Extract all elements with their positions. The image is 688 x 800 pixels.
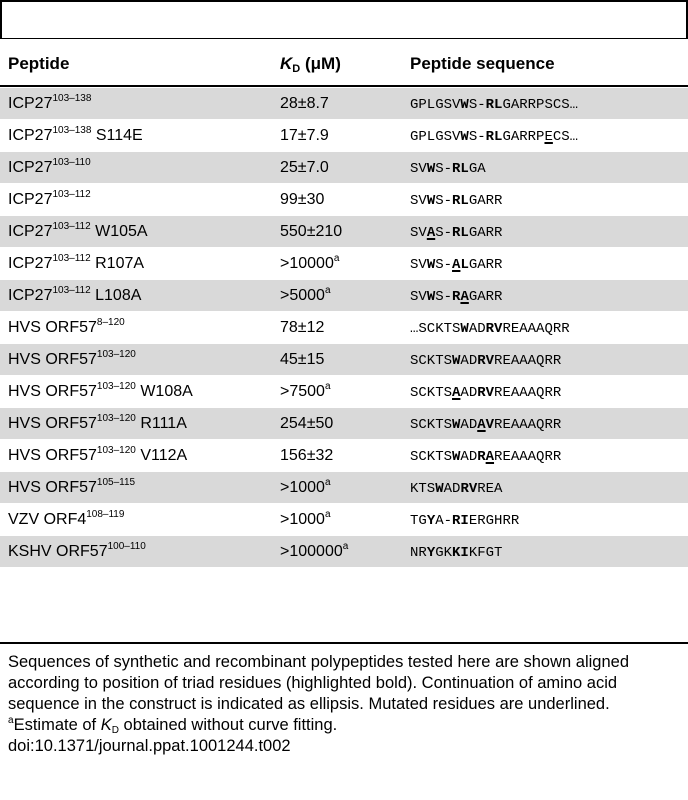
kd-value: >100000	[280, 543, 343, 560]
cell-sequence	[410, 223, 502, 243]
cell-peptide	[8, 446, 187, 466]
peptide-range: 103–112	[52, 253, 91, 264]
peptide-mutation: R111A	[140, 415, 187, 432]
sequence-segment: AD	[460, 449, 478, 465]
sequence-segment: AD	[460, 417, 478, 433]
sequence-segment: SV	[410, 257, 427, 273]
cell-sequence	[410, 415, 561, 435]
kd-value: 17±7.9	[280, 127, 329, 144]
peptide-name: ICP27	[8, 223, 53, 240]
sequence-segment: GARR	[468, 257, 503, 273]
sequence-segment: GARR	[468, 225, 503, 241]
table-row	[0, 184, 688, 216]
peptide-name: ICP27	[8, 127, 53, 144]
cell-sequence	[410, 479, 502, 499]
kd-value: 99±30	[280, 191, 325, 208]
table-row	[0, 120, 688, 152]
header-kd-symbol: K	[280, 54, 293, 73]
triad-residue: R	[477, 449, 486, 465]
table-row	[0, 440, 688, 472]
peptide-mutation: L108A	[95, 287, 142, 304]
sequence-segment: AD	[468, 321, 486, 337]
header-rule-bottom	[0, 85, 688, 87]
table-row	[0, 472, 688, 504]
table-bottom-rule	[0, 642, 688, 644]
sequence-segment: SV	[410, 193, 427, 209]
peptide-range: 103–112	[52, 189, 91, 200]
kd-value: >10000	[280, 255, 334, 272]
triad-residue: Y	[426, 513, 436, 529]
cell-kd	[280, 126, 329, 146]
kd-value: 156±32	[280, 447, 334, 464]
cell-sequence	[410, 351, 561, 371]
cell-sequence	[410, 447, 561, 467]
kd-value: 45±15	[280, 351, 325, 368]
sequence-segment: GARR	[468, 289, 503, 305]
header-peptide: Peptide	[8, 54, 70, 73]
sequence-segment: KFGT	[468, 545, 503, 561]
cell-peptide	[8, 94, 91, 114]
cell-kd	[280, 478, 331, 498]
cell-peptide	[8, 318, 125, 338]
cell-peptide	[8, 382, 193, 402]
peptide-mutation: V112A	[140, 447, 188, 464]
kd-note-marker: a	[324, 477, 331, 488]
kd-note-marker: a	[324, 285, 331, 296]
sequence-segment: AD	[443, 481, 461, 497]
table-top-rule	[0, 0, 688, 2]
triad-residue: RV	[477, 353, 495, 369]
mutated-residue: A	[460, 289, 469, 305]
peptide-name: KSHV ORF57	[8, 543, 108, 560]
peptide-range: 103–120	[96, 413, 136, 424]
triad-residue: W	[460, 129, 469, 145]
cell-kd	[280, 254, 339, 274]
cell-peptide	[8, 414, 187, 434]
sequence-segment: GARRP	[502, 129, 545, 145]
triad-residue: W	[452, 353, 461, 369]
peptide-range: 103–120	[96, 349, 136, 360]
cell-sequence	[410, 383, 561, 403]
cell-sequence	[410, 287, 502, 307]
triad-residue: W	[426, 161, 436, 177]
cell-kd	[280, 542, 348, 562]
sequence-segment: CS…	[552, 129, 579, 145]
mutated-residue: A	[426, 225, 436, 241]
peptide-name: HVS ORF57	[8, 383, 97, 400]
sequence-segment: REAAAQRR	[494, 385, 562, 401]
sequence-segment: S-	[468, 129, 486, 145]
mutated-residue: A	[452, 257, 461, 273]
sequence-segment: REAAAQRR	[494, 449, 562, 465]
kd-value: >7500	[280, 383, 325, 400]
footnote-a-prefix: Estimate of	[13, 716, 101, 734]
kd-note-marker: a	[333, 253, 340, 264]
header-kd-subscript: D	[292, 63, 301, 75]
triad-residue: RL	[452, 193, 469, 209]
triad-residue: R	[452, 289, 461, 305]
peptide-name: HVS ORF57	[8, 479, 97, 496]
cell-sequence	[410, 511, 519, 531]
cell-kd	[280, 286, 331, 306]
sequence-segment: REA	[477, 481, 503, 497]
triad-residue: RL	[485, 97, 503, 113]
peptide-mutation: S114E	[95, 127, 143, 144]
mutated-residue: A	[452, 385, 461, 401]
cell-sequence	[410, 191, 502, 211]
sequence-segment: AD	[460, 385, 478, 401]
table-row	[0, 152, 688, 184]
cell-peptide	[8, 222, 148, 242]
peptide-mutation: W108A	[140, 383, 193, 400]
sequence-segment: AD	[460, 353, 478, 369]
footnote-a-marker: a	[8, 715, 14, 726]
cell-sequence	[410, 127, 578, 147]
table-row	[0, 344, 688, 376]
table-row	[0, 280, 688, 312]
triad-residue: RI	[452, 513, 469, 529]
sequence-segment: SV	[410, 161, 427, 177]
mutated-residue: E	[544, 129, 553, 145]
peptide-name: HVS ORF57	[8, 447, 97, 464]
cell-peptide	[8, 158, 91, 178]
cell-peptide	[8, 190, 91, 210]
triad-residue: KI	[452, 545, 469, 561]
sequence-segment: GARR	[468, 193, 503, 209]
sequence-segment: S-	[435, 257, 453, 273]
peptide-name: HVS ORF57	[8, 415, 97, 432]
cell-sequence	[410, 255, 502, 275]
peptide-range: 103–138	[52, 93, 92, 104]
peptide-name: ICP27	[8, 95, 53, 112]
triad-residue: Y	[426, 545, 436, 561]
peptide-range: 100–110	[107, 541, 146, 552]
cell-peptide	[8, 542, 146, 562]
sequence-segment: REAAAQRR	[494, 417, 562, 433]
table-row	[0, 536, 688, 568]
cell-sequence	[410, 319, 570, 339]
kd-value: >1000	[280, 511, 325, 528]
header-sequence: Peptide sequence	[410, 54, 555, 73]
footnote-a-suffix: obtained without curve fitting.	[118, 716, 338, 734]
table-row	[0, 408, 688, 440]
peptide-name: ICP27	[8, 191, 53, 208]
sequence-segment: SCKTS	[410, 417, 453, 433]
footnote-a-kd-symbol: K	[100, 716, 112, 734]
footnote-description: Sequences of synthetic and recombinant polypeptides tested here are shown aligned according to position of triad residues (highlighted bold). Continuation of amino acid sequence in the construct is indicated as ellipsis. Mutated residues are underlined.	[8, 653, 629, 713]
triad-residue: RV	[460, 481, 478, 497]
triad-residue: W	[452, 417, 461, 433]
mutated-residue: A	[477, 417, 486, 433]
cell-kd	[280, 222, 342, 242]
table-row	[0, 312, 688, 344]
kd-note-marker: a	[324, 381, 331, 392]
sequence-segment: GARRPSCS…	[502, 97, 579, 113]
kd-note-marker: a	[324, 509, 331, 520]
table-footnotes	[8, 652, 684, 757]
peptide-range: 103–112	[52, 221, 91, 232]
peptide-name: ICP27	[8, 159, 53, 176]
cell-kd	[280, 318, 324, 338]
cell-kd	[280, 190, 324, 210]
triad-residue: W	[460, 97, 469, 113]
kd-value: 254±50	[280, 415, 334, 432]
cell-sequence	[410, 159, 486, 179]
footnote-doi: doi:10.1371/journal.ppat.1001244.t002	[8, 737, 291, 755]
triad-residue: RV	[477, 385, 495, 401]
sequence-segment: REAAAQRR	[494, 353, 562, 369]
cell-kd	[280, 350, 324, 370]
peptide-name: HVS ORF57	[8, 319, 97, 336]
cell-kd	[280, 414, 333, 434]
sequence-segment: A-	[435, 513, 453, 529]
cell-peptide	[8, 254, 144, 274]
table-row	[0, 504, 688, 536]
header-kd-unit: (μM)	[304, 54, 341, 73]
peptide-range: 103–138	[52, 125, 92, 136]
triad-residue: W	[426, 193, 436, 209]
kd-value: >5000	[280, 287, 325, 304]
table-row	[0, 88, 688, 120]
sequence-segment: GK	[435, 545, 453, 561]
kd-value: 28±8.7	[280, 95, 329, 112]
triad-residue: W	[460, 321, 469, 337]
peptide-mutation: W105A	[95, 223, 148, 240]
sequence-segment: GPLGSV	[410, 97, 461, 113]
peptide-range: 103–120	[96, 381, 136, 392]
sequence-segment: SCKTS	[410, 353, 453, 369]
peptide-range: 103–120	[96, 445, 136, 456]
sequence-segment: TG	[410, 513, 427, 529]
peptide-name: ICP27	[8, 287, 53, 304]
sequence-segment: GA	[468, 161, 486, 177]
sequence-segment: ERGHRR	[468, 513, 520, 529]
triad-residue: W	[435, 481, 444, 497]
table-row	[0, 216, 688, 248]
cell-kd	[280, 94, 329, 114]
cell-sequence	[410, 543, 502, 563]
triad-residue: RL	[452, 161, 469, 177]
sequence-segment: S-	[435, 161, 453, 177]
triad-residue: W	[426, 257, 436, 273]
kd-value: 550±210	[280, 223, 343, 240]
sequence-segment: SV	[410, 225, 427, 241]
sequence-segment: GPLGSV	[410, 129, 461, 145]
sequence-segment: S-	[468, 97, 486, 113]
cell-sequence	[410, 95, 578, 115]
kd-value: 25±7.0	[280, 159, 329, 176]
sequence-segment: KTS	[410, 481, 436, 497]
peptide-name: VZV ORF4	[8, 511, 87, 528]
kd-value: >1000	[280, 479, 325, 496]
triad-residue: RV	[485, 321, 503, 337]
peptide-range: 103–110	[52, 157, 91, 168]
table-row	[0, 376, 688, 408]
peptide-range: 8–120	[96, 317, 125, 328]
cell-peptide	[8, 478, 135, 498]
sequence-segment: …SCKTS	[410, 321, 461, 337]
cell-kd	[280, 446, 333, 466]
mutated-residue: A	[485, 449, 495, 465]
peptide-name: ICP27	[8, 255, 53, 272]
cell-peptide	[8, 510, 124, 530]
peptide-name: HVS ORF57	[8, 351, 97, 368]
triad-residue: W	[452, 449, 461, 465]
sequence-segment: SCKTS	[410, 385, 453, 401]
peptide-range: 105–115	[96, 477, 136, 488]
triad-residue: V	[485, 417, 495, 433]
cell-kd	[280, 158, 329, 178]
sequence-segment: S-	[435, 225, 453, 241]
table-body	[0, 88, 688, 568]
cell-peptide	[8, 286, 141, 306]
sequence-segment: NR	[410, 545, 427, 561]
footnote-a-kd-subscript: D	[111, 725, 119, 736]
peptide-mutation: R107A	[95, 255, 145, 272]
cell-kd	[280, 382, 331, 402]
peptide-range: 103–112	[52, 285, 91, 296]
kd-note-marker: a	[342, 541, 349, 552]
footnote-a	[8, 715, 684, 736]
cell-peptide	[8, 350, 136, 370]
triad-residue: W	[426, 289, 436, 305]
sequence-segment: S-	[435, 289, 453, 305]
triad-residue: RL	[485, 129, 503, 145]
cell-peptide	[8, 126, 143, 146]
cell-kd	[280, 510, 331, 530]
sequence-segment: SV	[410, 289, 427, 305]
sequence-segment: REAAAQRR	[502, 321, 570, 337]
triad-residue: L	[460, 257, 469, 273]
table-header-row	[0, 39, 688, 85]
header-kd	[280, 54, 341, 74]
peptide-range: 108–119	[86, 509, 125, 520]
table-left-rule	[0, 0, 2, 38]
sequence-segment: S-	[435, 193, 453, 209]
triad-residue: RL	[452, 225, 469, 241]
sequence-segment: SCKTS	[410, 449, 453, 465]
kd-value: 78±12	[280, 319, 325, 336]
table-row	[0, 248, 688, 280]
